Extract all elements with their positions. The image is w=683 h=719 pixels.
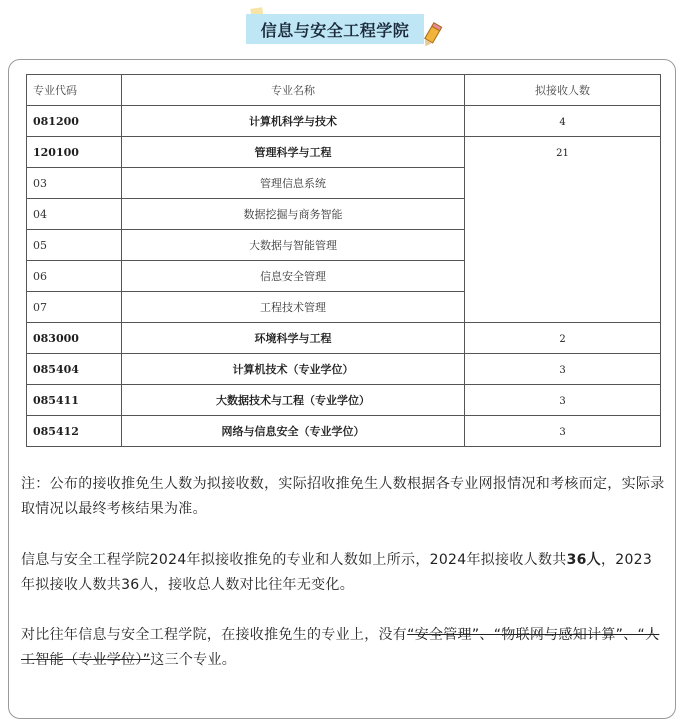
majors-table — [26, 74, 661, 447]
comparison-text-end: 这三个专业。 — [150, 652, 237, 668]
row-count — [465, 106, 661, 137]
table-row — [27, 354, 661, 385]
header-count: 拟接收人数 — [465, 75, 661, 106]
row-code: 081200 — [27, 106, 122, 137]
row-count-value: 3 — [559, 426, 566, 438]
pencil-icon — [422, 22, 443, 48]
table-row — [27, 323, 661, 354]
summary-text: 信息与安全工程学院2024年拟接收推免的专业和人数如上所示，2024年拟接收人数共 — [21, 552, 567, 568]
row-code: 04 — [27, 199, 122, 230]
table-row — [27, 416, 661, 447]
row-name: 管理科学与工程 — [122, 137, 465, 168]
row-code: 085404 — [27, 354, 122, 385]
row-count-value: 4 — [559, 116, 566, 128]
row-name: 管理信息系统 — [122, 168, 465, 199]
row-name: 计算机科学与技术 — [122, 106, 465, 137]
row-code: 083000 — [27, 323, 122, 354]
row-code: 06 — [27, 261, 122, 292]
row-count-value: 21 — [556, 148, 569, 159]
row-count-value: 2 — [559, 333, 566, 345]
summary-highlight: 36人 — [566, 552, 601, 568]
row-count-merged — [465, 137, 661, 323]
comparison-paragraph — [21, 623, 666, 673]
comparison-text: 对比往年信息与安全工程学院，在接收推免生的专业上，没有 — [21, 627, 408, 643]
row-count — [465, 354, 661, 385]
row-name: 大数据技术与工程（专业学位） — [122, 385, 465, 416]
table-row — [27, 106, 661, 137]
row-name: 大数据与智能管理 — [122, 230, 465, 261]
row-count-value: 3 — [559, 395, 566, 407]
row-count — [465, 416, 661, 447]
section-title-badge — [246, 6, 446, 48]
row-name: 数据挖掘与商务智能 — [122, 199, 465, 230]
row-name: 环境科学与工程 — [122, 323, 465, 354]
row-code: 07 — [27, 292, 122, 323]
removed-majors: “安全管理”、“物联网与感知计算”、“人工智能（专业学位）” — [21, 627, 660, 668]
header-code: 专业代码 — [27, 75, 122, 106]
row-code: 05 — [27, 230, 122, 261]
row-code: 120100 — [27, 137, 122, 168]
row-count — [465, 323, 661, 354]
summary-text-end: ，2023年拟接收人数共36人，接收总人数对比往年无变化。 — [21, 552, 653, 593]
row-code: 085411 — [27, 385, 122, 416]
table-header-row — [27, 75, 661, 106]
row-name: 网络与信息安全（专业学位） — [122, 416, 465, 447]
table-row — [27, 137, 661, 168]
row-code: 03 — [27, 168, 122, 199]
row-name: 信息安全管理 — [122, 261, 465, 292]
header-name: 专业名称 — [122, 75, 465, 106]
table-row — [27, 385, 661, 416]
row-code: 085412 — [27, 416, 122, 447]
note-paragraph: 注：公布的接收推免生人数为拟接收数，实际招收推免生人数根据各专业网报情况和考核而定，实际录取情况以最终考核结果为准。 — [21, 476, 665, 517]
row-name: 计算机技术（专业学位） — [122, 354, 465, 385]
row-count — [465, 385, 661, 416]
row-name: 工程技术管理 — [122, 292, 465, 323]
row-count-value: 3 — [559, 364, 566, 376]
summary-paragraph — [21, 548, 666, 598]
section-title: 信息与安全工程学院 — [246, 14, 424, 44]
